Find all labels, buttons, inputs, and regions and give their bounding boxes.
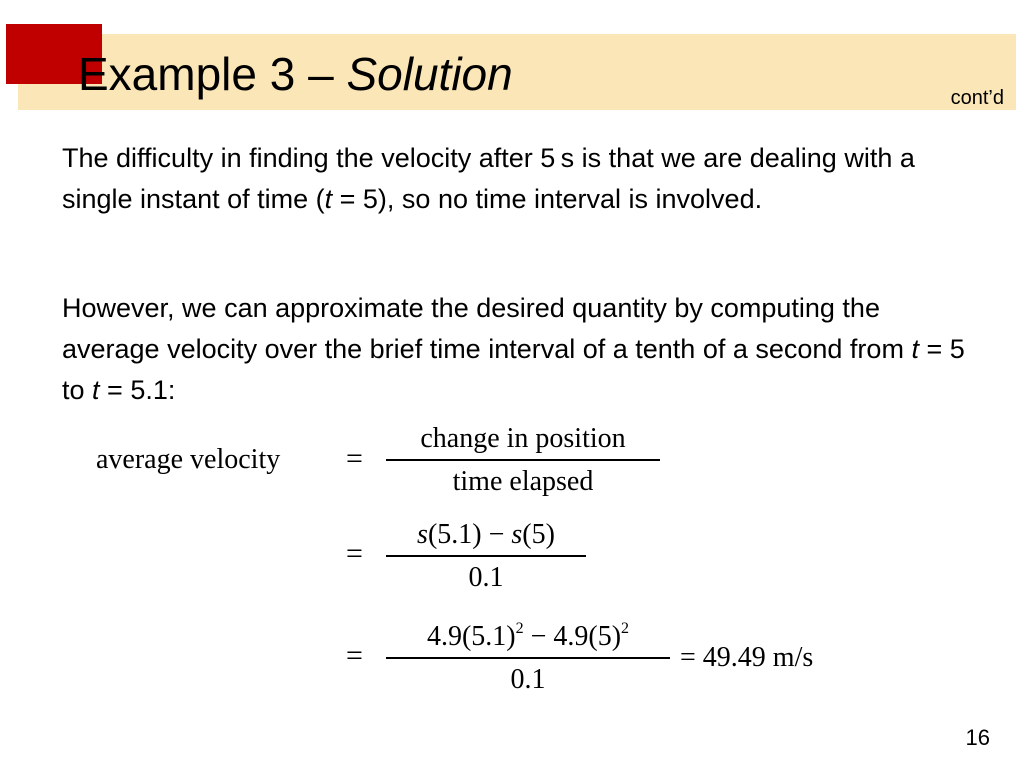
fraction-2-num-a: (5.1) − bbox=[427, 519, 512, 550]
fraction-2-denominator: 0.1 bbox=[468, 562, 504, 593]
fraction-2-num-b: (5) bbox=[522, 519, 555, 550]
equation-lhs: average velocity bbox=[96, 444, 281, 475]
fraction-1 bbox=[386, 422, 660, 499]
equals-sign-3: = bbox=[346, 639, 363, 672]
p2-variable-2: t bbox=[92, 375, 100, 405]
fraction-3 bbox=[386, 620, 670, 697]
p1-variable: t bbox=[324, 184, 333, 214]
fraction-3-num-a: 4.9(5.1) bbox=[426, 621, 516, 652]
fraction-1-bar bbox=[386, 459, 660, 461]
p2-text-b: = 5 to bbox=[62, 334, 965, 405]
fraction-3-denominator: 0.1 bbox=[510, 664, 546, 695]
result-equals-sign: = bbox=[680, 642, 696, 673]
p1-text-a: The difficulty in finding the velocity after 5 s is that we are dealing with a single instant of time ( bbox=[62, 143, 915, 214]
paragraph-2 bbox=[62, 288, 982, 411]
fraction-2-numerator bbox=[386, 518, 586, 552]
equals-sign-1: = bbox=[346, 442, 363, 475]
fraction-3-bar bbox=[386, 657, 670, 659]
fraction-3-numerator bbox=[386, 620, 670, 654]
exponent-2: 2 bbox=[621, 620, 630, 637]
paragraph-1 bbox=[62, 138, 982, 220]
p2-text-a: However, we can approximate the desired quantity by computing the average velocity over the brief time interval of a tenth of a second from bbox=[62, 293, 912, 364]
title-main: Example 3 – bbox=[78, 48, 347, 100]
s-function-1: s bbox=[417, 519, 428, 550]
fraction-1-numerator: change in position bbox=[420, 423, 626, 454]
p1-text-b: = 5), so no time interval is involved. bbox=[332, 184, 763, 214]
continued-label: cont’d bbox=[950, 87, 1004, 109]
p2-text-c: = 5.1: bbox=[99, 375, 176, 405]
exponent-1: 2 bbox=[515, 620, 524, 637]
result-value: 49.49 m/s bbox=[702, 642, 814, 673]
s-function-2: s bbox=[511, 519, 523, 550]
slide-title bbox=[78, 42, 513, 106]
fraction-1-denominator: time elapsed bbox=[452, 466, 594, 497]
title-emphasis: Solution bbox=[346, 48, 513, 100]
equals-sign-2: = bbox=[346, 537, 363, 570]
fraction-2-bar bbox=[386, 555, 586, 557]
p2-variable-1: t bbox=[911, 334, 919, 364]
fraction-2 bbox=[386, 518, 586, 595]
page-number: 16 bbox=[965, 725, 990, 750]
equation-result bbox=[680, 642, 813, 674]
fraction-3-num-b: − 4.9(5) bbox=[523, 621, 622, 652]
